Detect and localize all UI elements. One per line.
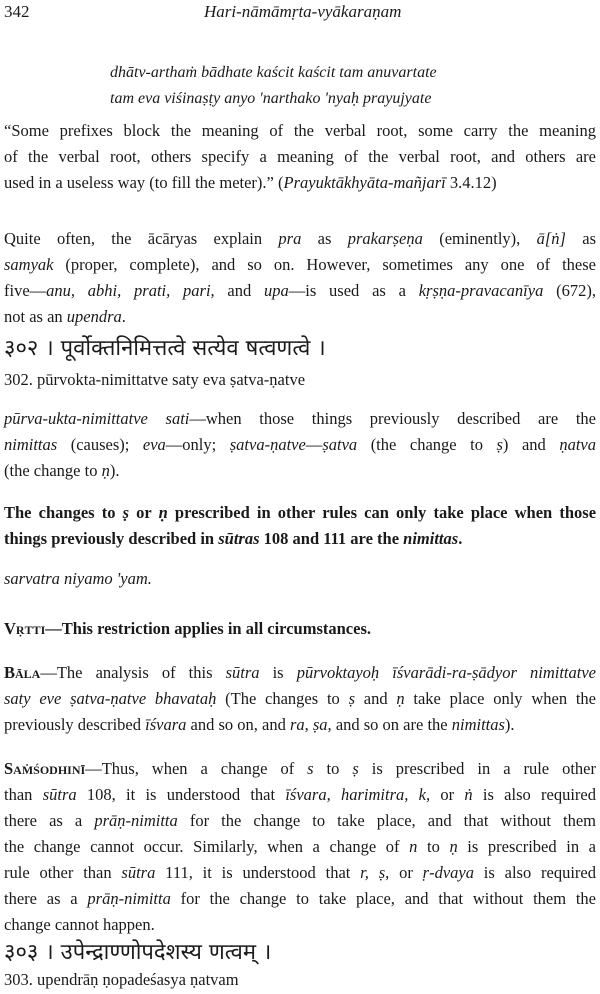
- bala-paragraph: Bāla—The analysis of this sūtra is pūrvoktayoḥ īśvarādi-ra-ṣādyor nimittatve saty eve ṣatva-ṇatve bhavataḥ (The changes to ṣ and ṇ take place only when the previously described īśvara and so on, and ra, ṣa, and so on are the nimittas).: [4, 663, 596, 734]
- samsodhini-paragraph: Saṁśodhinī—Thus, when a change of s to ṣ is prescribed in a rule other than sūtra 108, it is understood that īśvara, harimitra, k, or ṅ is also required there as a prāṇ-nimitta for the change to take place, and that without them the change cannot occur. Similarly, when a change of n to ṇ is prescribed in a rule other than sūtra 111, it is understood that r, ṣ, or ṛ-dvaya is also required there as a prāṇ-nimitta for the change to take place, and that without them the change cannot happen.: [4, 759, 597, 934]
- verse-line-2: tam eva viśinaṣṭy anyo 'narthako 'nyaḥ prayujyate: [110, 90, 432, 107]
- sutra-302-devanagari: ३०२ । पूर्वोक्तनिमित्तत्वे सत्येव षत्वणत्वे ।: [4, 336, 326, 361]
- samsodhini-label: Saṁśodhinī: [4, 759, 86, 778]
- sutra-302-transliteration: 302. pūrvokta-nimittatve saty eva ṣatva-ṇatve: [4, 370, 306, 389]
- sutra-303-devanagari: ३०३ । उपेन्द्राण्णोपदेशस्य णत्वम् ।: [4, 940, 272, 965]
- quoted-verse: [110, 60, 437, 112]
- bala-label: Bāla: [4, 663, 41, 682]
- sutra-302-translation: The changes to ṣ or ṇ prescribed in other rules can only take place when those things previously described in sūtras 108 and 111 are the nimittas.: [4, 503, 597, 548]
- verse-line-1: dhātv-arthaṁ bādhate kaścit kaścit tam anuvartate: [110, 64, 437, 81]
- page-number: 342: [4, 2, 30, 21]
- running-header: [4, 2, 592, 28]
- sutra-302-gloss: pūrva-ukta-nimittatve sati—when those things previously described are the nimittas (causes); eva—only; ṣatva-ṇatve—ṣatva (the change to ṣ) and ṇatva (the change to ṇ).: [4, 409, 596, 480]
- running-title: Hari-nāmāmṛta-vyākaraṇam: [204, 2, 402, 21]
- niyama-line: sarvatra niyamo 'yam.: [4, 569, 152, 588]
- vrtti-paragraph: Vṛtti—This restriction applies in all circumstances.: [4, 619, 371, 638]
- translation-line-2: of the verbal root, others specify a meaning of the verbal root, and others are: [4, 147, 596, 166]
- source-title: Prayuktākhyāta-mañjarī: [283, 173, 446, 192]
- translation-line-1: “Some prefixes block the meaning of the verbal root, some carry the meaning: [4, 121, 596, 140]
- vrtti-label: Vṛtti: [4, 619, 46, 638]
- acaryas-paragraph: Quite often, the ācāryas explain pra as prakarṣeṇa (eminently), ā[ṅ] as samyak (proper, complete), and so on. However, sometimes any one of these five—anu, abhi, prati, pari, and upa—is used as a kṛṣṇa-pravacanīya (672), not as an upendra.: [4, 229, 597, 326]
- translation-line-3: used in a useless way (to fill the meter).” (Prayuktākhyāta-mañjarī 3.4.12): [4, 173, 497, 192]
- verse-translation: [4, 118, 596, 196]
- sutra-303-transliteration: 303. upendrāṇ ṇopadeśasya ṇatvam: [4, 970, 239, 989]
